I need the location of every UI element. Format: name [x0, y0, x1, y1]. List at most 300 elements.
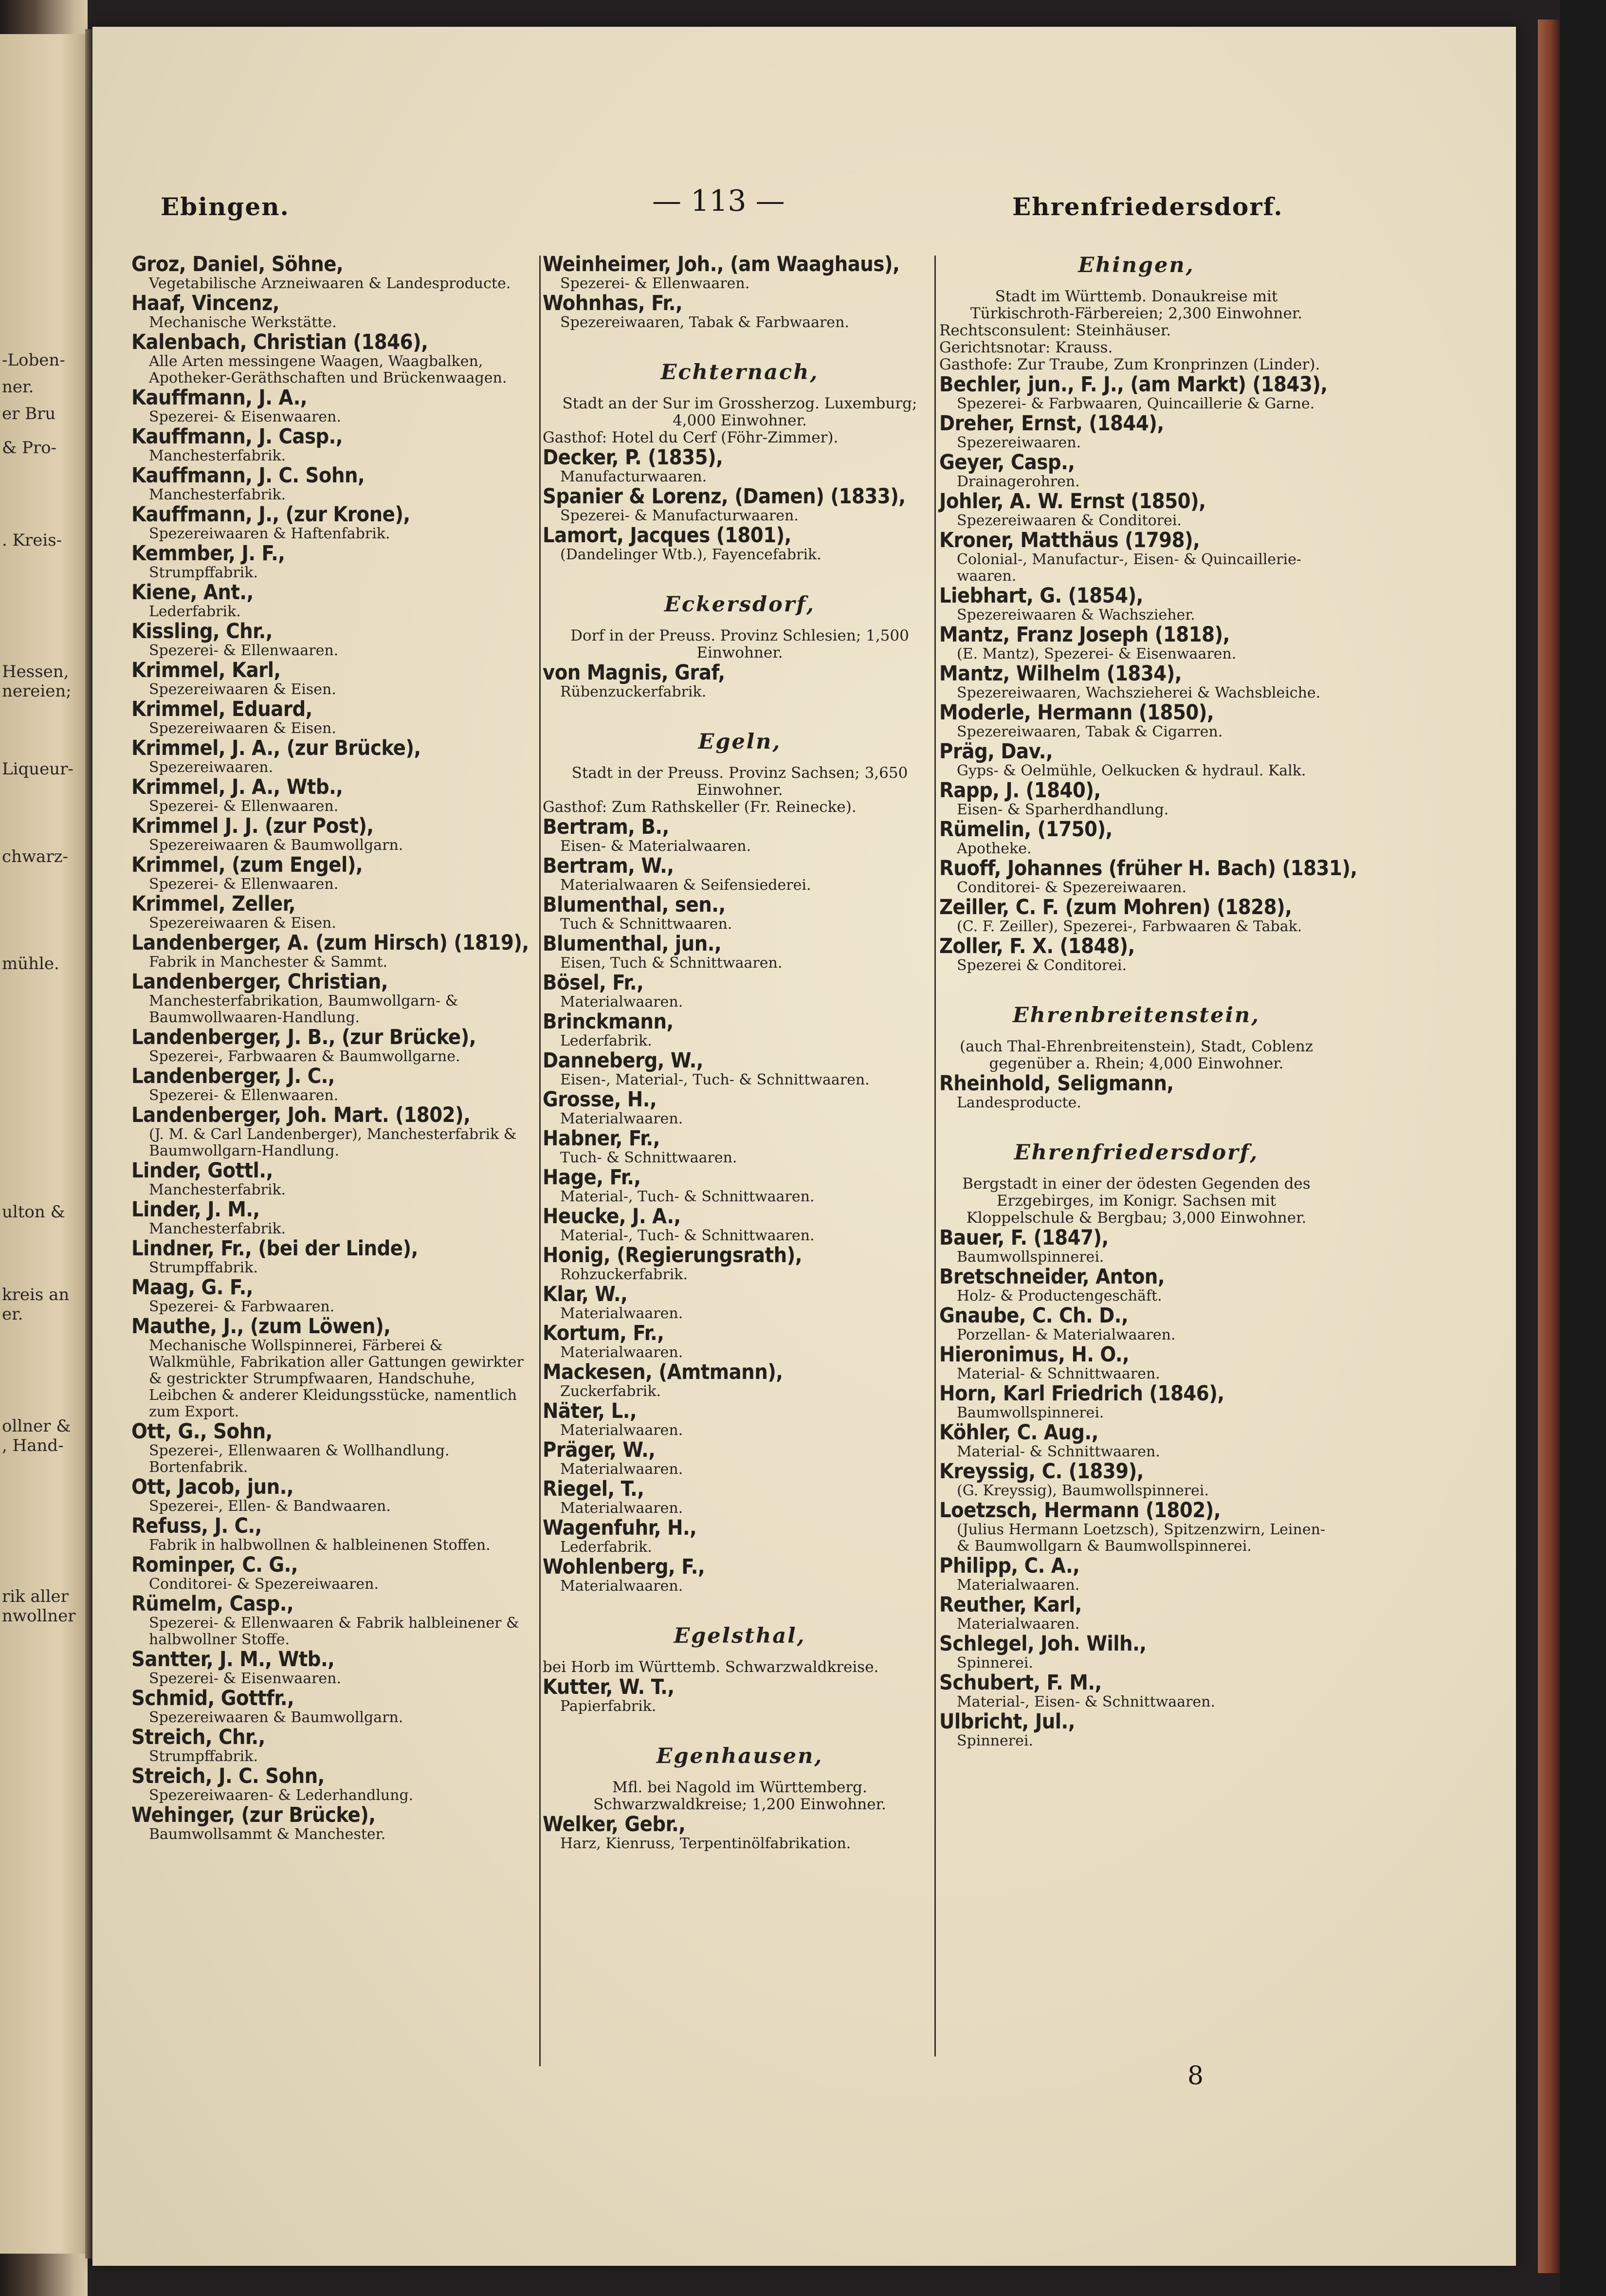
- entry-description: Spezereiwaaren & Wachszieher.: [957, 606, 1195, 624]
- entry-description: Baumwollspinnerei.: [957, 1404, 1104, 1421]
- town-description: Bergstadt in einer der ödesten Gegenden des Erzgebirges, im Konigr. Sachsen mit Kloppelschule & Bergbau; 3,000 Einwohner.: [962, 1175, 1311, 1227]
- entry-description: Mechanische Wollspinnerei, Färberei & Walkmühle, Fabrikation aller Gattungen gewirkter & gestrickter Strumpfwaaren, Handschuhe, Leibchen & anderer Kleidungsstücke, namentlich zum Export.: [149, 1337, 524, 1420]
- directory-entry: [939, 1421, 1333, 1460]
- entry-description: Eisen- & Sparherdhandlung.: [957, 801, 1169, 818]
- entry-description: Material-, Tuch- & Schnittwaaren.: [560, 1188, 815, 1205]
- entry-name: Blumenthal, jun.,: [543, 932, 722, 956]
- directory-entry: [131, 1198, 526, 1237]
- entry-name: Rapp, J. (1840),: [939, 778, 1101, 803]
- directory-entry: [543, 1010, 937, 1049]
- entry-description: Strumpffabrik.: [149, 1259, 258, 1276]
- entry-description: Material-, Tuch- & Schnittwaaren.: [560, 1227, 815, 1244]
- entry-description: Materialwaaren & Seifensiederei.: [560, 877, 811, 894]
- entry-name: Mackesen, (Amtmann),: [543, 1360, 783, 1384]
- town-description: bei Horb im Württemb. Schwarzwaldkreise.: [543, 1658, 879, 1676]
- directory-entry: [939, 856, 1357, 896]
- entry-name: Maag, G. F.,: [131, 1275, 253, 1300]
- entry-description: Material- & Schnittwaaren.: [957, 1365, 1160, 1382]
- directory-entry: [543, 661, 937, 700]
- entry-description: Drainagerohren.: [957, 473, 1080, 490]
- directory-entry: [131, 542, 526, 581]
- entry-description: Spezereiwaaren & Eisen.: [149, 681, 336, 698]
- column-1: [131, 252, 529, 1843]
- entry-name: Schlegel, Joh. Wilh.,: [939, 1632, 1147, 1656]
- entry-description: Rohzuckerfabrik.: [560, 1266, 688, 1283]
- entry-description: Materialwaaren.: [560, 1422, 683, 1439]
- directory-entry: [543, 1813, 937, 1852]
- entry-description: Baumwollsammt & Manchester.: [149, 1826, 386, 1843]
- directory-entry: [131, 1026, 526, 1065]
- town-heading: Ehingen,: [1078, 253, 1195, 277]
- directory-entry: [131, 1276, 526, 1315]
- background-right: [1560, 0, 1606, 2296]
- directory-entry: [939, 1343, 1333, 1382]
- directory-entry: [543, 1283, 937, 1322]
- entry-description: Spezereiwaaren & Baumwollgarn.: [149, 837, 403, 854]
- directory-entry: [939, 1710, 1333, 1749]
- directory-entry: [543, 855, 937, 894]
- directory-entry: [939, 1633, 1333, 1671]
- entry-description: Spinnerei.: [957, 1654, 1033, 1671]
- directory-entry: [131, 893, 526, 932]
- entry-name: Danneberg, W.,: [543, 1048, 704, 1073]
- directory-entry: [939, 1594, 1333, 1633]
- directory-entry: [543, 1127, 937, 1166]
- directory-entry: [939, 1671, 1333, 1710]
- entry-description: Spezerei- & Ellenwaaren.: [149, 642, 339, 659]
- entry-name: Köhler, C. Aug.,: [939, 1420, 1098, 1445]
- entry-name: Zoller, F. X. (1848),: [939, 934, 1135, 958]
- directory-entry: [543, 816, 937, 855]
- entry-name: Rümelin, (1750),: [939, 817, 1113, 842]
- entry-description: Spezereiwaaren.: [957, 434, 1081, 451]
- directory-entry: [131, 1804, 526, 1843]
- entry-description: (E. Mantz), Spezerei- & Eisenwaaren.: [957, 645, 1237, 662]
- left-page-fragment: mühle.: [2, 954, 59, 974]
- entry-description: (C. F. Zeiller), Spezerei-, Farbwaaren & Tabak.: [957, 918, 1302, 935]
- entry-description: Eisen- & Materialwaaren.: [560, 838, 751, 855]
- entry-description: Spezereiwaaren & Eisen.: [149, 720, 336, 737]
- entry-name: Mantz, Franz Joseph (1818),: [939, 623, 1230, 647]
- entry-name: Horn, Karl Friedrich (1846),: [939, 1381, 1224, 1406]
- entry-description: Vegetabilische Arzneiwaaren & Landesproducte.: [149, 275, 511, 292]
- directory-entry: [543, 1517, 937, 1556]
- entry-name: Wohlenberg, F.,: [543, 1555, 705, 1579]
- directory-entry: [543, 972, 937, 1010]
- directory-entry: [131, 1726, 526, 1765]
- entry-description: Spezereiwaaren, Tabak & Farbwaaren.: [560, 314, 849, 331]
- entry-name: Näter, L.,: [543, 1399, 637, 1423]
- directory-entry: [939, 451, 1333, 490]
- directory-entry: [939, 1382, 1333, 1421]
- entry-description: (J. M. & Carl Landenberger), Manchesterfabrik & Baumwollgarn-Handlung.: [149, 1126, 517, 1159]
- directory-entry: [543, 1322, 937, 1361]
- entry-name: Landenberger, Joh. Mart. (1802),: [131, 1103, 471, 1127]
- entry-description: Spezereiwaaren, Tabak & Cigarren.: [957, 723, 1223, 740]
- running-head-left: Ebingen.: [161, 192, 290, 221]
- entry-name: Decker, P. (1835),: [543, 445, 723, 470]
- entry-name: Hieronimus, H. O.,: [939, 1342, 1130, 1367]
- entry-description: Holz- & Productengeschäft.: [957, 1287, 1162, 1304]
- directory-entry: [939, 935, 1333, 974]
- entry-name: Krimmel, Zeller,: [131, 892, 296, 916]
- town-heading: Egelsthal,: [674, 1624, 806, 1648]
- directory-entry: [543, 1049, 937, 1088]
- entry-name: Kauffmann, J. C. Sohn,: [131, 463, 365, 488]
- entry-name: Kiene, Ant.,: [131, 580, 254, 605]
- entry-description: Baumwollspinnerei.: [957, 1249, 1104, 1266]
- directory-entry: [543, 1439, 937, 1478]
- entry-description: Spinnerei.: [957, 1732, 1033, 1749]
- entry-description: Material- & Schnittwaaren.: [957, 1443, 1160, 1460]
- entry-description: Porzellan- & Materialwaaren.: [957, 1326, 1176, 1343]
- directory-entry: [543, 446, 937, 485]
- entry-description: Conditorei- & Spezereiwaaren.: [957, 879, 1187, 896]
- entry-name: von Magnis, Graf,: [543, 661, 725, 685]
- entry-description: Materialwaaren.: [560, 1305, 683, 1322]
- entry-description: Spezereiwaaren & Conditorei.: [957, 512, 1182, 529]
- entry-description: Spezerei- & Eisenwaaren.: [149, 408, 342, 425]
- directory-entry: [939, 1227, 1333, 1266]
- entry-name: Krimmel, Eduard,: [131, 697, 312, 721]
- entry-description: Colonial-, Manufactur-, Eisen- & Quincaillerie-waaren.: [957, 551, 1302, 585]
- entry-name: Bechler, jun., F. J., (am Markt) (1843),: [939, 372, 1328, 397]
- directory-entry: [543, 1400, 937, 1439]
- directory-entry: [543, 1166, 937, 1205]
- entry-description: Spezerei- & Farbwaaren.: [149, 1298, 335, 1315]
- town-description: Rechtsconsulent: Steinhäuser.: [939, 322, 1171, 339]
- entry-name: Blumenthal, sen.,: [543, 893, 726, 917]
- directory-entry: [131, 253, 526, 292]
- left-page-fragment: ner.: [2, 377, 34, 397]
- entry-description: Spezereiwaaren- & Lederhandlung.: [149, 1787, 414, 1804]
- directory-entry: [131, 1593, 526, 1648]
- entry-description: Materialwaaren.: [560, 1461, 683, 1478]
- directory-entry: [131, 815, 526, 854]
- directory-entry: [543, 1244, 937, 1283]
- entry-description: Spezerei- & Ellenwaaren.: [560, 275, 750, 292]
- entry-description: Spezerei- & Ellenwaaren.: [149, 798, 339, 815]
- entry-name: Geyer, Casp.,: [939, 450, 1075, 475]
- directory-entry: [131, 1104, 526, 1159]
- directory-entry: [543, 292, 937, 331]
- entry-description: Papierfabrik.: [560, 1698, 657, 1715]
- town-heading: Ehrenfriedersdorf,: [1014, 1140, 1259, 1165]
- entry-name: Riegel, T.,: [543, 1477, 644, 1501]
- town-heading: Eckersdorf,: [664, 592, 815, 617]
- directory-entry: [939, 373, 1333, 412]
- directory-entry: [939, 1555, 1333, 1594]
- entry-description: Apotheke.: [957, 840, 1032, 857]
- entry-description: Manchesterfabrik.: [149, 1181, 286, 1198]
- entry-name: Kissling, Chr.,: [131, 619, 273, 643]
- directory-entry: [131, 1765, 526, 1804]
- entry-description: Spezerei- & Farbwaaren, Quincaillerie & Garne.: [957, 395, 1315, 412]
- entry-description: Spezerei- & Ellenwaaren & Fabrik halbleinener & halbwollner Stoffe.: [149, 1615, 519, 1648]
- entry-description: Strumpffabrik.: [149, 1748, 258, 1765]
- directory-entry: [939, 779, 1333, 818]
- entry-name: Johler, A. W. Ernst (1850),: [939, 489, 1206, 514]
- entry-name: Philipp, C. A.,: [939, 1554, 1080, 1578]
- directory-entry: [131, 1687, 526, 1726]
- entry-name: Krimmel J. J. (zur Post),: [131, 814, 374, 838]
- entry-description: Spezerei-, Ellenwaaren & Wollhandlung. Bortenfabrik.: [149, 1442, 450, 1476]
- entry-name: Bretschneider, Anton,: [939, 1265, 1165, 1289]
- town-description: Gasthofe: Zur Traube, Zum Kronprinzen (Linder).: [939, 356, 1320, 373]
- entry-description: Spezerei- & Ellenwaaren.: [149, 1087, 339, 1104]
- entry-name: Streich, Chr.,: [131, 1725, 265, 1749]
- entry-description: Materialwaaren.: [560, 1578, 683, 1595]
- book-cover-edge: [1538, 19, 1560, 2273]
- entry-name: Grosse, H.,: [543, 1087, 657, 1112]
- entry-name: Kauffmann, J., (zur Krone),: [131, 502, 410, 527]
- town-description: Dorf in der Preuss. Provinz Schlesien; 1,500 Einwohner.: [570, 627, 909, 661]
- directory-entry: [939, 662, 1333, 701]
- entry-description: Manchesterfabrik.: [149, 1220, 286, 1237]
- directory-entry: [131, 1554, 526, 1593]
- directory-entry: [543, 1556, 937, 1595]
- entry-description: (Julius Hermann Loetzsch), Spitzenzwirn, Leinen- & Baumwollgarn & Baumwollspinnerei.: [957, 1521, 1326, 1555]
- entry-description: Mechanische Werkstätte.: [149, 314, 337, 331]
- entry-description: Rübenzuckerfabrik.: [560, 683, 707, 700]
- entry-description: Materialwaaren.: [560, 1500, 683, 1517]
- town-description: Gasthof: Zum Rathskeller (Fr. Reinecke).: [543, 798, 857, 816]
- entry-name: Gnaube, C. Ch. D.,: [939, 1304, 1129, 1328]
- entry-description: (Dandelinger Wtb.), Fayencefabrik.: [560, 546, 821, 563]
- entry-description: Material-, Eisen- & Schnittwaaren.: [957, 1693, 1216, 1710]
- entry-name: Landenberger, J. B., (zur Brücke),: [131, 1025, 476, 1049]
- entry-description: Lederfabrik.: [149, 603, 241, 620]
- town-heading: Egenhausen,: [656, 1744, 823, 1768]
- entry-description: Tuch & Schnittwaaren.: [560, 916, 732, 933]
- directory-entry: [131, 1065, 526, 1104]
- entry-name: Mauthe, J., (zum Löwen),: [131, 1314, 391, 1339]
- entry-name: Schmid, Gottfr.,: [131, 1686, 294, 1710]
- entry-description: Spezerei- & Ellenwaaren.: [149, 876, 339, 893]
- entry-name: Linder, Gottl.,: [131, 1158, 273, 1183]
- entry-name: Schubert, F. M.,: [939, 1671, 1102, 1695]
- entry-name: Linder, J. M.,: [131, 1197, 260, 1222]
- entry-description: Spezereiwaaren & Haftenfabrik.: [149, 525, 390, 542]
- directory-entry: [131, 1420, 526, 1476]
- directory-entry: [939, 701, 1333, 740]
- entry-name: Santter, J. M., Wtb.,: [131, 1647, 335, 1671]
- entry-description: Landesproducte.: [957, 1094, 1081, 1111]
- signature-number: 8: [1187, 2061, 1204, 2091]
- directory-entry: [939, 1460, 1333, 1499]
- left-page-fragment: Liqueur-: [2, 759, 73, 779]
- entry-description: Gyps- & Oelmühle, Oelkucken & hydraul. Kalk.: [957, 762, 1306, 779]
- directory-entry: [131, 1237, 526, 1276]
- entry-description: Spezerei- & Manufacturwaaren.: [560, 507, 799, 524]
- town-description: Gasthof: Hotel du Cerf (Föhr-Zimmer).: [543, 429, 839, 446]
- directory-entry: [131, 854, 526, 893]
- directory-entry: [939, 896, 1333, 935]
- entry-name: Kauffmann, J. Casp.,: [131, 424, 343, 449]
- entry-description: Harz, Kienruss, Terpentinölfabrikation.: [560, 1835, 851, 1852]
- entry-description: Eisen, Tuch & Schnittwaaren.: [560, 955, 783, 972]
- left-page-strip: [0, 34, 85, 2254]
- entry-name: Liebhart, G. (1854),: [939, 584, 1143, 608]
- entry-name: Hage, Fr.,: [543, 1165, 641, 1190]
- entry-name: Kutter, W. T.,: [543, 1675, 675, 1699]
- directory-entry: [939, 1266, 1333, 1304]
- town-description: Stadt an der Sur im Grossherzog. Luxemburg; 4,000 Einwohner.: [562, 395, 917, 429]
- directory-entry: [131, 425, 526, 464]
- left-page-fragment: rik aller: [2, 1587, 69, 1606]
- directory-entry: [939, 490, 1333, 529]
- directory-entry: [543, 894, 937, 933]
- directory-entry: [543, 485, 937, 524]
- entry-name: Landenberger, J. C.,: [131, 1064, 335, 1088]
- entry-description: Alle Arten messingene Waagen, Waagbalken, Apotheker-Geräthschaften und Brückenwaagen.: [149, 353, 507, 386]
- directory-entry: [939, 740, 1333, 779]
- directory-entry: [939, 1499, 1333, 1555]
- entry-description: Manchesterfabrikation, Baumwollgarn- & Baumwollwaaren-Handlung.: [149, 992, 458, 1026]
- directory-entry: [131, 659, 526, 698]
- entry-description: Conditorei- & Spezereiwaaren.: [149, 1576, 379, 1593]
- entry-name: Präg, Dav.,: [939, 739, 1053, 764]
- town-description: Mfl. bei Nagold im Württemberg. Schwarzwaldkreise; 1,200 Einwohner.: [593, 1779, 886, 1813]
- entry-name: Brinckmann,: [543, 1010, 674, 1034]
- directory-entry: [131, 776, 526, 815]
- directory-entry: [131, 737, 526, 776]
- entry-name: Welker, Gebr.,: [543, 1812, 686, 1837]
- entry-name: Dreher, Ernst, (1844),: [939, 411, 1164, 436]
- town-heading: Egeln,: [698, 730, 782, 754]
- directory-entry: [131, 331, 526, 386]
- directory-entry: [939, 585, 1333, 624]
- directory-entry: [543, 1478, 937, 1517]
- entry-name: Krimmel, Karl,: [131, 658, 281, 682]
- entry-name: Ulbricht, Jul.,: [939, 1709, 1075, 1734]
- entry-name: Heucke, J. A.,: [543, 1204, 681, 1229]
- entry-description: Materialwaaren.: [957, 1616, 1080, 1633]
- entry-name: Bertram, W.,: [543, 854, 674, 878]
- directory-entry: [131, 1159, 526, 1198]
- entry-name: Klar, W.,: [543, 1282, 628, 1306]
- column-2: [543, 253, 937, 1852]
- entry-name: Bauer, F. (1847),: [939, 1226, 1109, 1250]
- entry-description: Zuckerfabrik.: [560, 1383, 661, 1400]
- entry-name: Kemmber, J. F.,: [131, 541, 285, 566]
- entry-description: Spezerei-, Ellen- & Bandwaaren.: [149, 1498, 391, 1515]
- directory-entry: [939, 624, 1333, 662]
- entry-description: Materialwaaren.: [560, 1344, 683, 1361]
- entry-name: Bösel, Fr.,: [543, 971, 644, 995]
- entry-name: Krimmel, (zum Engel),: [131, 853, 363, 877]
- directory-entry: [131, 386, 526, 425]
- entry-name: Kroner, Matthäus (1798),: [939, 528, 1200, 552]
- entry-description: (G. Kreyssig), Baumwollspinnerei.: [957, 1482, 1209, 1499]
- entry-description: Spezerei- & Eisenwaaren.: [149, 1670, 342, 1687]
- entry-description: Spezereiwaaren & Baumwollgarn.: [149, 1709, 403, 1726]
- entry-description: Spezereiwaaren & Eisen.: [149, 915, 336, 932]
- directory-entry: [543, 1088, 937, 1127]
- entry-name: Krimmel, J. A., Wtb.,: [131, 775, 343, 799]
- directory-entry: [939, 529, 1333, 585]
- entry-description: Manchesterfabrik.: [149, 447, 286, 464]
- directory-entry: [543, 1676, 937, 1715]
- directory-entry: [543, 1361, 937, 1400]
- directory-entry: [543, 1205, 937, 1244]
- directory-entry: [939, 1304, 1333, 1343]
- town-description: (auch Thal-Ehrenbreitenstein), Stadt, Coblenz gegenüber a. Rhein; 4,000 Einwohner.: [959, 1038, 1314, 1072]
- entry-name: Rominper, C. G.,: [131, 1553, 298, 1577]
- left-page-fragment: chwarz-: [2, 847, 68, 866]
- left-page-fragment: nereien;: [2, 681, 72, 701]
- entry-description: Fabrik in Manchester & Sammt.: [149, 954, 388, 971]
- entry-name: Moderle, Hermann (1850),: [939, 700, 1214, 725]
- directory-entry: [131, 620, 526, 659]
- directory-entry: [131, 1315, 526, 1420]
- directory-entry: [131, 1515, 526, 1554]
- entry-description: Lederfabrik.: [560, 1539, 652, 1556]
- entry-name: Zeiller, C. F. (zum Mohren) (1828),: [939, 895, 1292, 919]
- entry-name: Mantz, Wilhelm (1834),: [939, 661, 1182, 686]
- page-number-header: — 113 —: [652, 184, 785, 218]
- directory-entry: [131, 581, 526, 620]
- directory-entry: [939, 1072, 1333, 1111]
- entry-name: Landenberger, A. (zum Hirsch) (1819),: [131, 931, 529, 955]
- town-description: Stadt in der Preuss. Provinz Sachsen; 3,650 Einwohner.: [571, 764, 908, 799]
- left-page-fragment: ulton &: [2, 1202, 65, 1222]
- directory-entry: [543, 524, 937, 563]
- entry-name: Wagenfuhr, H.,: [543, 1516, 697, 1540]
- entry-description: Spezereiwaaren, Wachszieherei & Wachsbleiche.: [957, 684, 1321, 701]
- directory-entry: [131, 1476, 526, 1515]
- entry-name: Kalenbach, Christian (1846),: [131, 330, 428, 354]
- entry-description: Lederfabrik.: [560, 1032, 652, 1049]
- entry-description: Materialwaaren.: [957, 1577, 1080, 1594]
- entry-name: Bertram, B.,: [543, 815, 669, 839]
- entry-name: Refuss, J. C.,: [131, 1514, 262, 1538]
- directory-entry: [939, 412, 1333, 451]
- entry-name: Rheinhold, Seligmann,: [939, 1071, 1174, 1096]
- entry-name: Loetzsch, Hermann (1802),: [939, 1498, 1221, 1523]
- town-heading: Ehrenbreitenstein,: [1012, 1003, 1260, 1028]
- directory-entry: [939, 818, 1333, 857]
- entry-name: Krimmel, J. A., (zur Brücke),: [131, 736, 421, 760]
- entry-description: Materialwaaren.: [560, 993, 683, 1010]
- town-description: Gerichtsnotar: Krauss.: [939, 339, 1113, 356]
- left-page-fragment: kreis an: [2, 1285, 70, 1304]
- entry-name: Ruoff, Johannes (früher H. Bach) (1831),: [939, 856, 1357, 881]
- entry-name: Landenberger, Christian,: [131, 970, 388, 994]
- left-page-fragment: er Bru: [2, 404, 56, 423]
- entry-description: Spezereiwaaren.: [149, 759, 274, 776]
- entry-name: Groz, Daniel, Söhne,: [131, 252, 344, 276]
- entry-description: Strumpffabrik.: [149, 564, 258, 581]
- running-head-right: Ehrenfriedersdorf.: [1012, 192, 1283, 221]
- directory-entry: [131, 971, 526, 1026]
- town-description: Stadt im Württemb. Donaukreise mit Türkischroth-Färbereien; 2,300 Einwohner.: [970, 288, 1303, 322]
- entry-name: Wohnhas, Fr.,: [543, 291, 683, 315]
- town-heading: Echternach,: [660, 360, 819, 385]
- column-3: [939, 253, 1357, 1749]
- entry-name: Habner, Fr.,: [543, 1126, 660, 1151]
- left-page-fragment: , Hand-: [2, 1436, 64, 1455]
- entry-name: Weinheimer, Joh., (am Waaghaus),: [543, 252, 900, 276]
- entry-description: Manufacturwaaren.: [560, 468, 707, 485]
- entry-name: Lamort, Jacques (1801),: [543, 523, 791, 548]
- entry-description: Spezerei & Conditorei.: [957, 957, 1127, 974]
- left-page-fragment: nwollner: [2, 1606, 76, 1626]
- entry-name: Kreyssig, C. (1839),: [939, 1459, 1144, 1484]
- left-page-fragment: & Pro-: [2, 438, 57, 458]
- directory-entry: [131, 292, 526, 331]
- entry-description: Spezerei-, Farbwaaren & Baumwollgarne.: [149, 1048, 460, 1065]
